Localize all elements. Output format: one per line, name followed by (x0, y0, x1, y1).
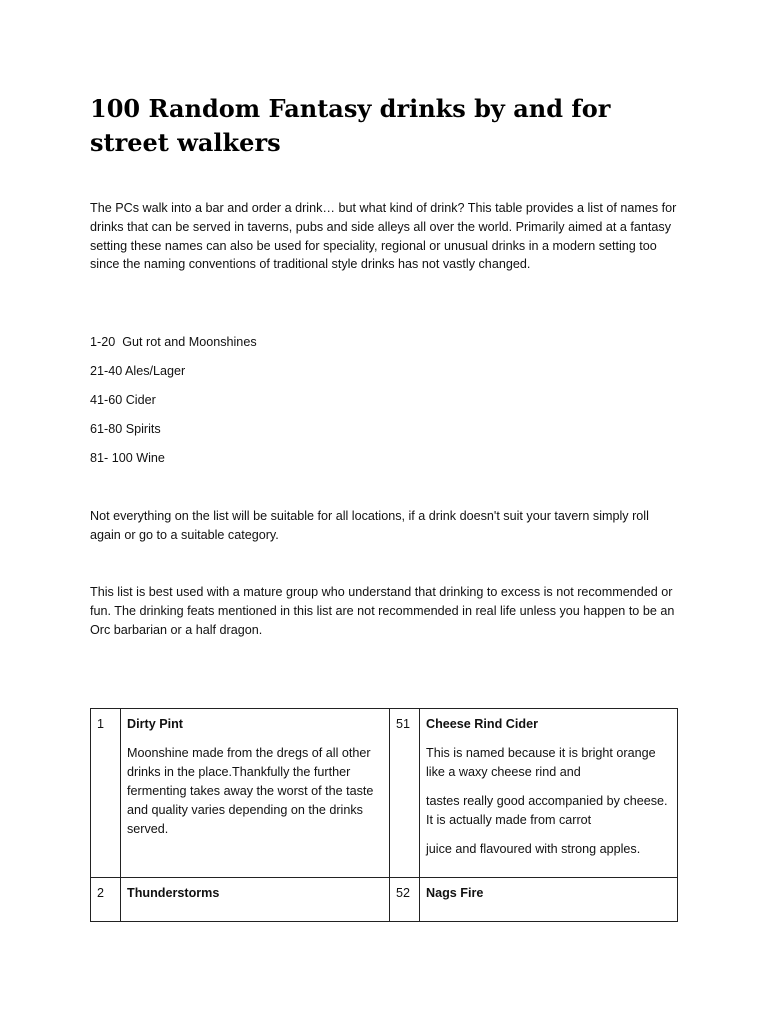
drink-description: tastes really good accompanied by cheese. It is actually made from carrot (426, 794, 668, 827)
warning-paragraph: This list is best used with a mature group who understand that drinking to excess is not recommended or fun. The drinking feats mentioned in this list are not recommended in real life unless you happen to be an Orc barbarian or a half dragon. (90, 585, 675, 637)
drink-description: juice and flavoured with strong apples. (426, 842, 641, 856)
intro-paragraph: The PCs walk into a bar and order a drink… but what kind of drink? This table provides a list of names for drinks that can be served in taverns, pubs and side alleys all over the world. Primarily aimed at a fantasy setting these names can also be used for speciality, regional or unusual drinks in a modern setting too since the naming conventions of traditional style drinks has not vastly changed. (90, 201, 677, 272)
entry-number: 52 (390, 878, 420, 922)
drinks-table (90, 708, 678, 922)
entry-number: 2 (91, 878, 121, 922)
drink-entry (420, 709, 678, 878)
drink-description: This is named because it is bright orange like a waxy cheese rind and (426, 746, 656, 779)
drink-entry (420, 878, 678, 922)
range-item: 41-60 Cider (90, 393, 156, 407)
category-ranges (90, 333, 257, 478)
drink-description: Moonshine made from the dregs of all other drinks in the place.Thankfully the further fermenting takes away the worst of the taste and quality varies depending on the drinks served. (127, 746, 374, 836)
range-item: 21-40 Ales/Lager (90, 364, 186, 378)
table-row (91, 709, 678, 878)
table-row (91, 878, 678, 922)
entry-number: 1 (91, 709, 121, 878)
drink-entry (121, 709, 390, 878)
range-item: 1-20 Gut rot and Moonshines (90, 335, 257, 349)
drink-name: Dirty Pint (127, 717, 183, 731)
range-item: 61-80 Spirits (90, 422, 161, 436)
suitability-note: Not everything on the list will be suitable for all locations, if a drink doesn't suit your tavern simply roll again or go to a suitable category. (90, 509, 649, 542)
drink-entry (121, 878, 390, 922)
entry-number: 51 (390, 709, 420, 878)
drink-name: Thunderstorms (127, 886, 220, 900)
drink-name: Cheese Rind Cider (426, 717, 538, 731)
page-title: 100 Random Fantasy drinks by and for street walkers (90, 94, 611, 157)
range-item: 81- 100 Wine (90, 451, 165, 465)
drink-name: Nags Fire (426, 886, 484, 900)
